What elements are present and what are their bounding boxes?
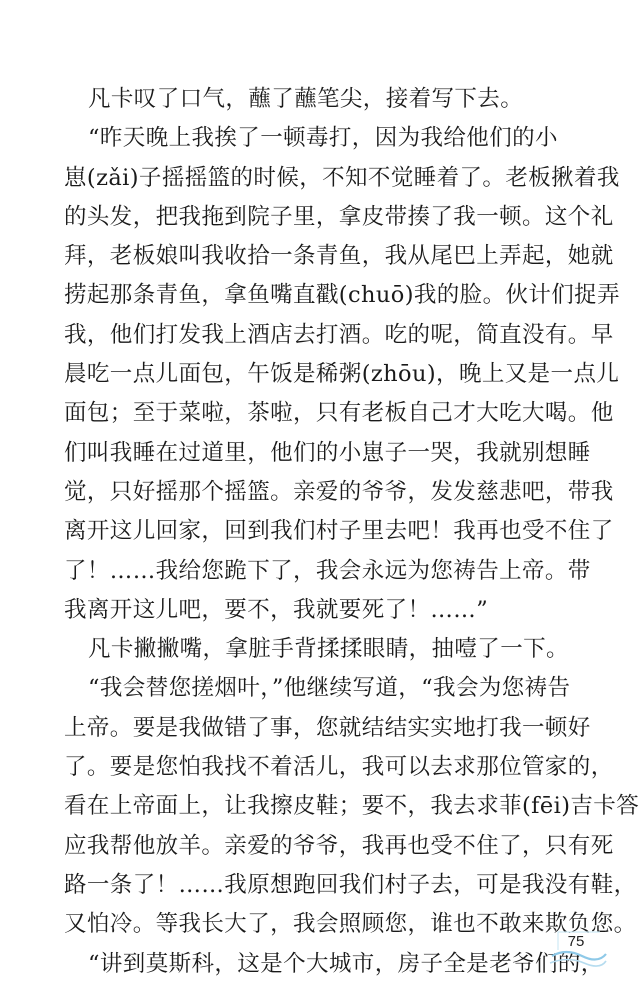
text-line: 又怕冷。等我长大了，我会照顾您，谁也不敢来欺负您。 xyxy=(64,911,637,938)
text-line: “我会替您搓烟叶，”他继续写道，“我会为您祷告 xyxy=(88,675,571,702)
text-line: 拜，老板娘叫我收拾一条青鱼，我从尾巴上弄起，她就 xyxy=(64,243,614,270)
text-line: 的头发，把我拖到院子里，拿皮带揍了我一顿。这个礼 xyxy=(64,203,614,230)
text-line: 凡卡叹了口气，蘸了蘸笔尖，接着写下去。 xyxy=(88,86,524,112)
page-number-badge xyxy=(548,926,608,970)
text-line: 面包；至于菜啦，茶啦，只有老板自己才大吃大喝。他 xyxy=(64,400,614,427)
story-text xyxy=(64,80,640,984)
text-line: 捞起那条青鱼，拿鱼嘴直戳(chuō)我的脸。伙计们捉弄 xyxy=(64,282,620,309)
text-line: 崽(zǎi)子摇摇篮的时候，不知不觉睡着了。老板揪着我 xyxy=(64,164,620,191)
text-line: 凡卡撇撇嘴，拿脏手背揉揉眼睛，抽噎了一下。 xyxy=(88,636,569,663)
text-line: 们叫我睡在过道里，他们的小崽子一哭，我就别想睡 xyxy=(64,439,591,466)
text-line: 觉，只好摇那个摇篮。亲爱的爷爷，发发慈悲吧，带我 xyxy=(64,478,614,505)
text-line: 了。要是您怕我找不着活儿，我可以去求那位管家的， xyxy=(64,754,614,781)
text-line: 了！……我给您跪下了，我会永远为您祷告上帝。带 xyxy=(64,557,591,584)
text-line: 我，他们打发我上酒店去打酒。吃的呢，简直没有。早 xyxy=(64,321,614,348)
text-line: 应我帮他放羊。亲爱的爷爷，我再也受不住了，只有死 xyxy=(64,832,614,859)
text-line: 晨吃一点儿面包，午饭是稀粥(zhōu)，晚上又是一点儿 xyxy=(64,361,620,388)
text-line: 看在上帝面上，让我擦皮鞋；要不，我去求菲(fēi)吉卡答 xyxy=(64,793,640,820)
text-line: 路一条了！……我原想跑回我们村子去，可是我没有鞋， xyxy=(64,871,637,898)
text-line: 离开这儿回家，回到我们村子里去吧！我再也受不住了 xyxy=(64,518,614,545)
text-line: 上帝。要是我做错了事，您就结结实实地打我一顿好 xyxy=(64,714,591,741)
text-line: “昨天晚上我挨了一顿毒打，因为我给他们的小 xyxy=(88,125,558,152)
page-number: 75 xyxy=(567,933,585,950)
text-line: 我离开这儿吧，要不，我就要死了！……” xyxy=(64,596,489,623)
text-line: “讲到莫斯科，这是个大城市，房子全是老爷们的， xyxy=(88,950,604,977)
